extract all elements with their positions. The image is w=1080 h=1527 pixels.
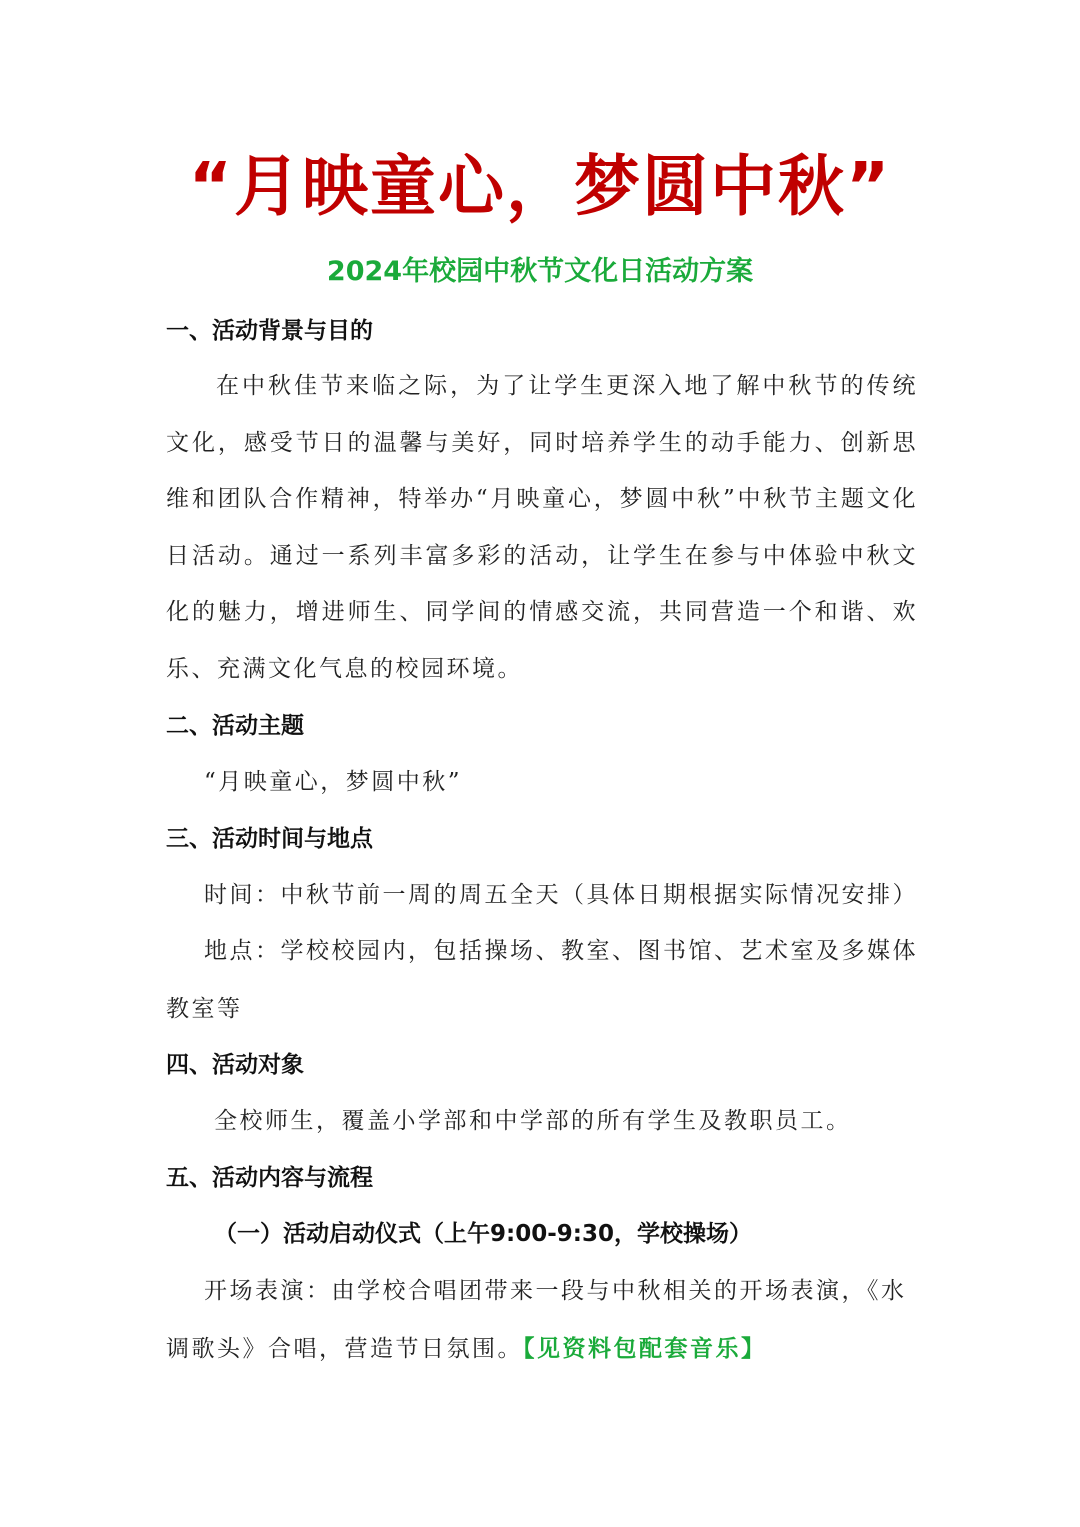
opening-performance-paragraph [166,1262,918,1378]
section-heading-background: 一、活动背景与目的 [166,318,373,344]
resource-pack-note: 【见资料包配套音乐】 [523,1335,767,1362]
section-heading-theme: 二、活动主题 [166,713,304,739]
place-text: 地点：学校校园内，包括操场、教室、图书馆、艺术室及多媒体教室等 [166,938,918,1022]
section-heading-time-place: 三、活动时间与地点 [166,826,373,852]
theme-text: “月映童心，梦圆中秋” [204,769,463,795]
subsection-heading-opening-ceremony: （一）活动启动仪式（上午9:00-9:30，学校操场） [214,1221,752,1247]
opening-performance-text: 开场表演：由学校合唱团带来一段与中秋相关的开场表演，《水调歌头》合唱，营造节日氛围。 [166,1278,907,1362]
time-text: 时间：中秋节前一周的周五全天（具体日期根据实际情况安排） [204,882,918,908]
section-heading-target: 四、活动对象 [166,1052,304,1078]
background-paragraph: 在中秋佳节来临之际，为了让学生更深入地了解中秋节的传统文化，感受节日的温馨与美好，同时培养学生的动手能力、创新思维和团队合作精神，特举办“月映童心，梦圆中秋”中秋节主题文化日活动。通过一系列丰富多彩的活动，让学生在参与中体验中秋文化的魅力，增进师生、同学间的情感交流，共同营造一个和谐、欢乐、充满文化气息的校园环境。 [166,373,918,682]
target-text: 全校师生，覆盖小学部和中学部的所有学生及教职员工。 [214,1108,852,1134]
document-title: “月映童心，梦圆中秋” [188,148,892,225]
section-heading-content-flow: 五、活动内容与流程 [166,1165,373,1191]
document-subtitle: 2024年校园中秋节文化日活动方案 [326,256,754,287]
